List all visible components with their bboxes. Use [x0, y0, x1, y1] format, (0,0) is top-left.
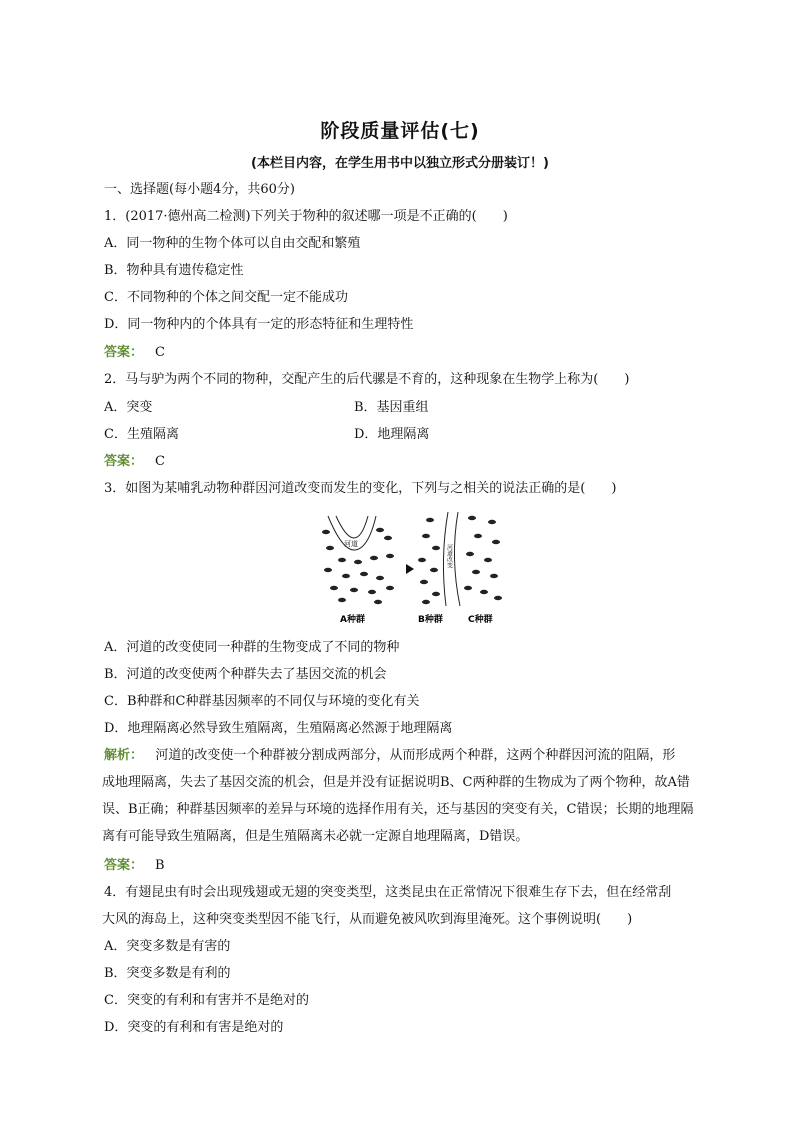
river-right-bank-2: [454, 512, 460, 606]
q2-option-c: C．生殖隔离: [104, 427, 179, 442]
q3-analysis-line-1: [104, 746, 675, 766]
q3-analysis-line-4: 离有可能导致生殖隔离，但是生殖隔离未必就一定源自地理隔离，D错误。: [102, 829, 529, 844]
q2-option-a: A．突变: [104, 400, 153, 415]
q2-answer: [104, 452, 165, 472]
river-label-right: 河道改变: [445, 544, 453, 568]
q2-option-d: D．地理隔离: [354, 427, 430, 442]
q3-option-d: D．地理隔离必然导致生殖隔离，生殖隔离必然源于地理隔离: [104, 721, 453, 736]
q3-answer-label: 答案：: [104, 858, 144, 873]
q1-option-c: C．不同物种的个体之间交配一定不能成功: [104, 290, 348, 305]
q2-answer-label: 答案：: [104, 454, 144, 469]
q1-option-a: A．同一物种的生物个体可以自由交配和繁殖: [104, 236, 361, 251]
page-subtitle: (本栏目内容，在学生用书中以独立形式分册装订！): [251, 156, 549, 171]
population-b-animals: [418, 518, 440, 604]
q3-answer: [104, 856, 165, 876]
river-left-bank-1: [336, 516, 368, 538]
change-arrow: [406, 564, 414, 574]
caption-population-b: B种群: [418, 615, 443, 625]
q3-option-b: B．河道的改变使两个种群失去了基因交流的机会: [104, 667, 387, 682]
caption-population-a: A种群: [340, 615, 365, 625]
q3-analysis-label: 解析：: [104, 748, 144, 763]
river-label-left: 河道: [344, 540, 358, 548]
q4-option-c: C．突变的有利和有害并不是绝对的: [104, 993, 309, 1008]
q3-stem: 3．如图为某哺乳动物种群因河道改变而发生的变化，下列与之相关的说法正确的是( ): [104, 481, 617, 496]
page-title: 阶段质量评估(七): [320, 120, 480, 142]
q1-answer: [104, 343, 165, 363]
q3-option-a: A．河道的改变使同一种群的生物变成了不同的物种: [104, 640, 400, 655]
q1-option-b: B．物种具有遗传稳定性: [104, 263, 244, 278]
q3-analysis-text-1: 河道的改变使一个种群被分割成两部分，从而形成两个种群，这两个种群因河流的阻隔，形: [155, 748, 676, 763]
q2-answer-value: C: [155, 454, 165, 469]
q1-answer-value: C: [155, 345, 165, 360]
q3-answer-value: B: [155, 858, 165, 873]
q2-option-b: B．基因重组: [354, 400, 429, 415]
q1-answer-label: 答案：: [104, 345, 144, 360]
q2-stem: 2．马与驴为两个不同的物种，交配产生的后代骡是不育的，这种现象在生物学上称为( ): [104, 372, 630, 387]
q4-option-d: D．突变的有利和有害是绝对的: [104, 1020, 284, 1035]
q3-figure-population-diagram: [318, 508, 504, 628]
q4-option-b: B．突变多数是有利的: [104, 966, 231, 981]
section-heading: 一、选择题(每小题4分，共60分): [104, 182, 295, 197]
caption-population-c: C种群: [468, 615, 493, 625]
q4-option-a: A．突变多数是有害的: [104, 939, 231, 954]
population-a-animals: [322, 528, 394, 604]
q3-analysis-line-3: 误、B正确；种群基因频率的差异与环境的选择作用有关，还与基因的突变有关，C错误；长期的地理隔: [102, 802, 694, 817]
q3-option-c: C．B种群和C种群基因频率的不同仅与环境的变化有关: [104, 694, 420, 709]
population-c-animals: [464, 516, 502, 600]
q1-stem: 1．(2017·德州高二检测)下列关于物种的叙述哪一项是不正确的( ): [104, 209, 508, 224]
q3-analysis-line-2: 成地理隔离，失去了基因交流的机会，但是并没有证据说明B、C两种群的生物成为了两个物种，故A错: [102, 775, 690, 790]
q1-option-d: D．同一物种内的个体具有一定的形态特征和生理特性: [104, 317, 414, 332]
q4-stem-line-2: 大风的海岛上，这种突变类型因不能飞行，从而避免被风吹到海里淹死。这个事例说明( ): [102, 912, 633, 927]
q4-stem-line-1: 4．有翅昆虫有时会出现残翅或无翅的突变类型，这类昆虫在正常情况下很难生存下去，但在经常刮: [104, 885, 672, 900]
